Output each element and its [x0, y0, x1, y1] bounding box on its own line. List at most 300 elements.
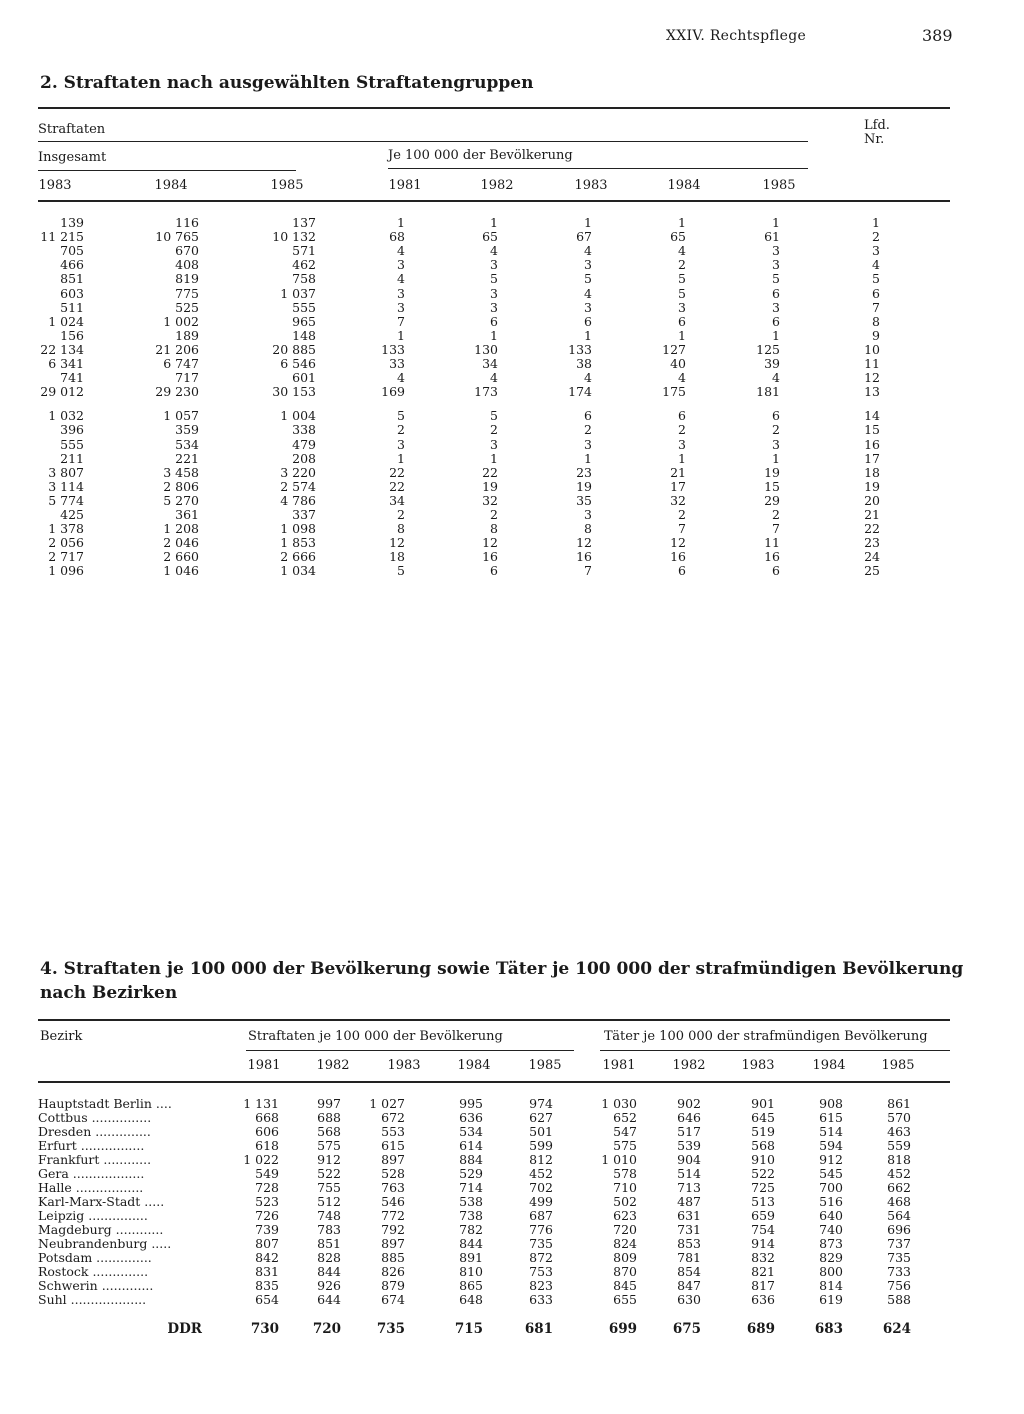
table-cell: 717	[175, 370, 199, 386]
table-cell: 19	[482, 478, 498, 494]
table-cell: 873	[819, 1236, 843, 1251]
table-cell: 645	[751, 1110, 775, 1125]
table-cell: 842	[255, 1250, 279, 1265]
table-cell: 578	[613, 1166, 637, 1181]
table-row	[0, 536, 1024, 550]
table-cell: 754	[751, 1222, 775, 1237]
table-row	[0, 385, 1024, 399]
table4-year-1985-straftaten: 1985	[528, 1058, 562, 1073]
table-cell: 696	[887, 1222, 911, 1237]
table-cell: 3	[490, 285, 498, 301]
row-number: 19	[864, 478, 880, 494]
table-cell: 568	[751, 1138, 775, 1153]
table4-straftaten-rule	[246, 1050, 574, 1051]
table-cell: 844	[459, 1236, 483, 1251]
row-number: 6	[872, 285, 880, 301]
table-row	[0, 423, 1024, 437]
table-cell: 914	[751, 1236, 775, 1251]
table-cell: 644	[317, 1292, 341, 1307]
table-cell: 4	[397, 370, 405, 386]
table-cell: 359	[175, 422, 199, 438]
table-cell: 755	[317, 1180, 341, 1195]
table-cell: 831	[255, 1264, 279, 1279]
table-cell: 570	[887, 1110, 911, 1125]
table-cell: 681	[524, 1321, 553, 1337]
table-row	[0, 272, 1024, 286]
table4-year-1984-straftaten: 1984	[457, 1058, 491, 1073]
table-cell: 630	[677, 1292, 701, 1307]
table-cell: 3 807	[48, 464, 84, 480]
table-cell: 2	[490, 507, 498, 522]
row-number: 2	[872, 229, 880, 245]
table-cell: 528	[381, 1166, 405, 1181]
table-cell: 997	[317, 1096, 341, 1111]
table-row	[0, 438, 1024, 452]
table-cell: 2 574	[280, 478, 316, 494]
table2-je-rule	[388, 168, 808, 169]
table-cell: 636	[459, 1110, 483, 1125]
table-cell: 700	[819, 1180, 843, 1195]
table-cell: 5	[678, 285, 686, 301]
table-cell: 29	[764, 492, 780, 508]
bezirk-name: Frankfurt ............	[38, 1152, 152, 1167]
table-cell: 965	[292, 313, 316, 329]
total-row	[0, 1322, 1024, 1336]
table-cell: 740	[819, 1222, 843, 1237]
table-cell: 659	[751, 1208, 775, 1223]
table-cell: 879	[381, 1278, 405, 1293]
table-cell: 1 027	[369, 1096, 405, 1111]
table-cell: 8	[397, 521, 405, 537]
table-cell: 221	[175, 450, 199, 466]
table-cell: 776	[529, 1222, 553, 1237]
table-row	[0, 1153, 1024, 1167]
table-cell: 908	[819, 1096, 843, 1111]
table-cell: 2 666	[280, 549, 316, 565]
table-cell: 127	[662, 341, 686, 357]
table4-label-bezirk: Bezirk	[40, 1029, 83, 1044]
table-cell: 897	[381, 1236, 405, 1251]
table2-straftaten-rule	[38, 141, 808, 142]
table-cell: 662	[887, 1180, 911, 1195]
table-cell: 844	[317, 1264, 341, 1279]
table-cell: 32	[482, 492, 498, 508]
table-cell: 812	[529, 1152, 553, 1167]
table-cell: 1 034	[280, 563, 316, 579]
row-number: 24	[864, 549, 880, 565]
bezirk-name: Magdeburg ............	[38, 1222, 164, 1237]
table-cell: 1 037	[280, 285, 316, 301]
table-row	[0, 1237, 1024, 1251]
row-number: 8	[872, 313, 880, 329]
table-cell: 655	[613, 1292, 637, 1307]
row-number: 25	[864, 563, 880, 579]
table-cell: 606	[255, 1124, 279, 1139]
table-cell: 34	[389, 492, 405, 508]
table-cell: 853	[677, 1236, 701, 1251]
page-number: 389	[922, 26, 953, 45]
table-cell: 21 206	[155, 341, 199, 357]
table-cell: 675	[672, 1321, 701, 1337]
table4-header-bottom-rule	[38, 1081, 950, 1083]
table-cell: 756	[887, 1278, 911, 1293]
table-cell: 525	[175, 299, 199, 315]
table4-year-1982-straftaten: 1982	[316, 1058, 350, 1073]
table-cell: 783	[317, 1222, 341, 1237]
table-cell: 425	[60, 507, 84, 522]
table-cell: 16	[764, 549, 780, 565]
table-cell: 487	[677, 1194, 701, 1209]
table-cell: 501	[529, 1124, 553, 1139]
table-cell: 1	[490, 327, 498, 343]
row-number: 10	[864, 341, 880, 357]
table-row	[0, 494, 1024, 508]
table-row	[0, 522, 1024, 536]
table-cell: 995	[459, 1096, 483, 1111]
table-cell: 763	[381, 1180, 405, 1195]
bezirk-name: Gera ..................	[38, 1166, 145, 1181]
table-cell: 452	[529, 1166, 553, 1181]
table-cell: 65	[482, 229, 498, 245]
table-cell: 19	[576, 478, 592, 494]
table-cell: 792	[381, 1222, 405, 1237]
table-cell: 627	[529, 1110, 553, 1125]
table-cell: 705	[60, 243, 84, 259]
table-cell: 522	[317, 1166, 341, 1181]
table-cell: 912	[819, 1152, 843, 1167]
table-cell: 6	[772, 408, 780, 424]
table-cell: 3	[678, 436, 686, 452]
table-cell: 2 660	[163, 549, 199, 565]
table2-title: 2. Straftaten nach ausgewählten Straftatengruppen	[40, 73, 534, 93]
table-cell: 137	[292, 215, 316, 230]
table2-year-1984-col7: 1984	[667, 178, 701, 193]
table4-year-1981-straftaten: 1981	[247, 1058, 281, 1073]
table-cell: 683	[814, 1321, 843, 1337]
table-cell: 912	[317, 1152, 341, 1167]
row-number: 13	[864, 384, 880, 400]
table-cell: 545	[819, 1166, 843, 1181]
table-cell: 571	[292, 243, 316, 259]
table-cell: 772	[381, 1208, 405, 1223]
table-cell: 2	[772, 422, 780, 438]
table-cell: 720	[613, 1222, 637, 1237]
table-cell: 891	[459, 1250, 483, 1265]
bezirk-name: Rostock ..............	[38, 1264, 149, 1279]
table-cell: 181	[756, 384, 780, 400]
table4-year-1985-taeter: 1985	[881, 1058, 915, 1073]
table-cell: 2 046	[163, 535, 199, 551]
table-cell: 1	[772, 327, 780, 343]
table-cell: 3 114	[48, 478, 84, 494]
table-cell: 514	[819, 1124, 843, 1139]
table-cell: 640	[819, 1208, 843, 1223]
bezirk-name: Dresden ..............	[38, 1124, 151, 1139]
bezirk-name: Suhl ...................	[38, 1292, 147, 1307]
table-cell: 3	[584, 436, 592, 452]
table-cell: 1 010	[601, 1152, 637, 1167]
table-cell: 1	[678, 450, 686, 466]
table-cell: 5	[490, 408, 498, 424]
table-cell: 588	[887, 1292, 911, 1307]
table-cell: 39	[764, 356, 780, 371]
table-cell: 3	[490, 436, 498, 452]
table-cell: 529	[459, 1166, 483, 1181]
table-cell: 800	[819, 1264, 843, 1279]
table-cell: 35	[576, 492, 592, 508]
table-row	[0, 1209, 1024, 1223]
table-cell: 6	[678, 313, 686, 329]
row-number: 3	[872, 243, 880, 259]
table-cell: 615	[381, 1138, 405, 1153]
table2-label-lfd: Lfd.	[864, 118, 890, 133]
table-cell: 737	[887, 1236, 911, 1251]
bezirk-name: Hauptstadt Berlin ....	[38, 1096, 172, 1111]
table-cell: 4	[397, 243, 405, 259]
table-cell: 2 806	[163, 478, 199, 494]
table-cell: 5 774	[48, 492, 84, 508]
table2-year-1981-col4: 1981	[388, 178, 422, 193]
table-cell: 623	[613, 1208, 637, 1223]
table-cell: 4	[678, 370, 686, 386]
table-cell: 699	[608, 1321, 637, 1337]
table-cell: 67	[576, 229, 592, 245]
table-cell: 599	[529, 1138, 553, 1153]
table-cell: 116	[175, 215, 199, 230]
table-cell: 1	[772, 450, 780, 466]
table-cell: 468	[887, 1194, 911, 1209]
table-cell: 139	[60, 215, 84, 230]
table-cell: 1 378	[48, 521, 84, 537]
table-cell: 1 046	[163, 563, 199, 579]
table-cell: 672	[381, 1110, 405, 1125]
table-cell: 555	[292, 299, 316, 315]
table-cell: 12	[576, 535, 592, 551]
table-cell: 7	[772, 521, 780, 537]
row-number: 18	[864, 464, 880, 480]
table-cell: 6 747	[163, 356, 199, 371]
table-cell: 725	[751, 1180, 775, 1195]
table-cell: 1	[584, 215, 592, 230]
row-number: 9	[872, 327, 880, 343]
bezirk-name: Erfurt ................	[38, 1138, 145, 1153]
table-cell: 594	[819, 1138, 843, 1153]
table-cell: 546	[381, 1194, 405, 1209]
table-cell: 3	[772, 243, 780, 259]
table-cell: 6	[772, 285, 780, 301]
row-number: 12	[864, 370, 880, 386]
table-cell: 1	[584, 327, 592, 343]
table-cell: 5	[772, 271, 780, 287]
table-cell: 68	[389, 229, 405, 245]
table-cell: 462	[292, 257, 316, 273]
table-row	[0, 409, 1024, 423]
table-cell: 810	[459, 1264, 483, 1279]
table4-title-line2: nach Bezirken	[40, 983, 178, 1003]
table-cell: 130	[474, 341, 498, 357]
table-cell: 904	[677, 1152, 701, 1167]
table-cell: 4	[490, 243, 498, 259]
table-cell: 519	[751, 1124, 775, 1139]
table-cell: 720	[312, 1321, 341, 1337]
table-cell: 61	[764, 229, 780, 245]
table-cell: 1	[772, 215, 780, 230]
table-cell: 3 220	[280, 464, 316, 480]
table-cell: 174	[568, 384, 592, 400]
table-cell: 575	[613, 1138, 637, 1153]
row-number: 16	[864, 436, 880, 452]
table-cell: 926	[317, 1278, 341, 1293]
table-cell: 169	[381, 384, 405, 400]
table-cell: 624	[882, 1321, 911, 1337]
table-cell: 502	[613, 1194, 637, 1209]
table-cell: 479	[292, 436, 316, 452]
table-cell: 29 012	[40, 384, 84, 400]
table-cell: 29 230	[155, 384, 199, 400]
table-cell: 11	[764, 535, 780, 551]
table-cell: 1	[490, 450, 498, 466]
table-cell: 3	[584, 299, 592, 315]
table-cell: 4	[584, 285, 592, 301]
table-cell: 735	[887, 1250, 911, 1265]
table2-header-bottom-rule	[38, 200, 950, 202]
table-row	[0, 1097, 1024, 1111]
table-cell: 1	[678, 327, 686, 343]
row-number: 17	[864, 450, 880, 466]
table-cell: 516	[819, 1194, 843, 1209]
table-cell: 30 153	[272, 384, 316, 400]
table2-year-1985-col3: 1985	[270, 178, 304, 193]
table-cell: 3	[772, 257, 780, 273]
table-cell: 615	[819, 1110, 843, 1125]
table4-year-1981-taeter: 1981	[602, 1058, 636, 1073]
table-cell: 10 765	[155, 229, 199, 245]
table-cell: 568	[317, 1124, 341, 1139]
row-number: 14	[864, 408, 880, 424]
table-cell: 337	[292, 507, 316, 522]
table-cell: 6	[584, 408, 592, 424]
table2-label-je: Je 100 000 der Bevölkerung	[388, 148, 573, 163]
table-row	[0, 315, 1024, 329]
table-cell: 4	[490, 370, 498, 386]
table-cell: 3 458	[163, 464, 199, 480]
table-row	[0, 1293, 1024, 1307]
table-cell: 819	[175, 271, 199, 287]
table-row	[0, 301, 1024, 315]
table-cell: 618	[255, 1138, 279, 1153]
table2-year-1983-col1: 1983	[38, 178, 72, 193]
table-cell: 12	[670, 535, 686, 551]
table-cell: 1	[584, 450, 592, 466]
table-cell: 513	[751, 1194, 775, 1209]
table-cell: 4	[584, 370, 592, 386]
table2-label-nr: Nr.	[864, 132, 885, 147]
table-cell: 534	[459, 1124, 483, 1139]
table-cell: 728	[255, 1180, 279, 1195]
table-cell: 824	[613, 1236, 637, 1251]
table-cell: 538	[459, 1194, 483, 1209]
table-cell: 65	[670, 229, 686, 245]
table-cell: 564	[887, 1208, 911, 1223]
table-cell: 847	[677, 1278, 701, 1293]
table-cell: 19	[764, 464, 780, 480]
table-cell: 10 132	[272, 229, 316, 245]
row-number: 11	[864, 356, 880, 371]
table-cell: 861	[887, 1096, 911, 1111]
table-cell: 2	[490, 422, 498, 438]
table-cell: 713	[677, 1180, 701, 1195]
table-cell: 1 096	[48, 563, 84, 579]
table-cell: 34	[482, 356, 498, 371]
table2-year-1982-col5: 1982	[480, 178, 514, 193]
table-cell: 826	[381, 1264, 405, 1279]
bezirk-name: Karl-Marx-Stadt .....	[38, 1194, 165, 1209]
table-cell: 818	[887, 1152, 911, 1167]
table-cell: 539	[677, 1138, 701, 1153]
table-cell: 148	[292, 327, 316, 343]
table-cell: 689	[746, 1321, 775, 1337]
table-cell: 758	[292, 271, 316, 287]
table-cell: 4	[678, 243, 686, 259]
table-cell: 133	[568, 341, 592, 357]
table-cell: 714	[459, 1180, 483, 1195]
table-row	[0, 371, 1024, 385]
table-cell: 809	[613, 1250, 637, 1265]
table-cell: 3	[584, 257, 592, 273]
table-cell: 22	[389, 464, 405, 480]
table-cell: 821	[751, 1264, 775, 1279]
table-row	[0, 230, 1024, 244]
table-cell: 781	[677, 1250, 701, 1265]
table-cell: 2	[772, 507, 780, 522]
table-cell: 652	[613, 1110, 637, 1125]
table-cell: 16	[482, 549, 498, 565]
table-cell: 832	[751, 1250, 775, 1265]
bezirk-name: Cottbus ...............	[38, 1110, 152, 1125]
table-cell: 3	[772, 299, 780, 315]
table-cell: 466	[60, 257, 84, 273]
table-cell: 3	[584, 507, 592, 522]
table-cell: 5	[678, 271, 686, 287]
table-cell: 885	[381, 1250, 405, 1265]
table-cell: 2	[397, 507, 405, 522]
table-cell: 1 004	[280, 408, 316, 424]
table-cell: 133	[381, 341, 405, 357]
table-cell: 854	[677, 1264, 701, 1279]
table-cell: 3	[490, 257, 498, 273]
table-cell: 1 131	[243, 1096, 279, 1111]
table-row	[0, 1111, 1024, 1125]
table-cell: 7	[584, 563, 592, 579]
table2-label-insgesamt: Insgesamt	[38, 150, 107, 165]
table-row	[0, 343, 1024, 357]
table-row	[0, 1181, 1024, 1195]
table-row	[0, 508, 1024, 522]
table-cell: 2	[678, 422, 686, 438]
table-cell: 12	[482, 535, 498, 551]
table2-insgesamt-rule	[38, 170, 296, 171]
table-cell: 1 208	[163, 521, 199, 537]
table-cell: 8	[584, 521, 592, 537]
table-cell: 189	[175, 327, 199, 343]
table-cell: 534	[175, 436, 199, 452]
table-row	[0, 1139, 1024, 1153]
table-cell: 619	[819, 1292, 843, 1307]
table-row	[0, 1223, 1024, 1237]
table-row	[0, 329, 1024, 343]
table-cell: 1 057	[163, 408, 199, 424]
table-cell: 748	[317, 1208, 341, 1223]
